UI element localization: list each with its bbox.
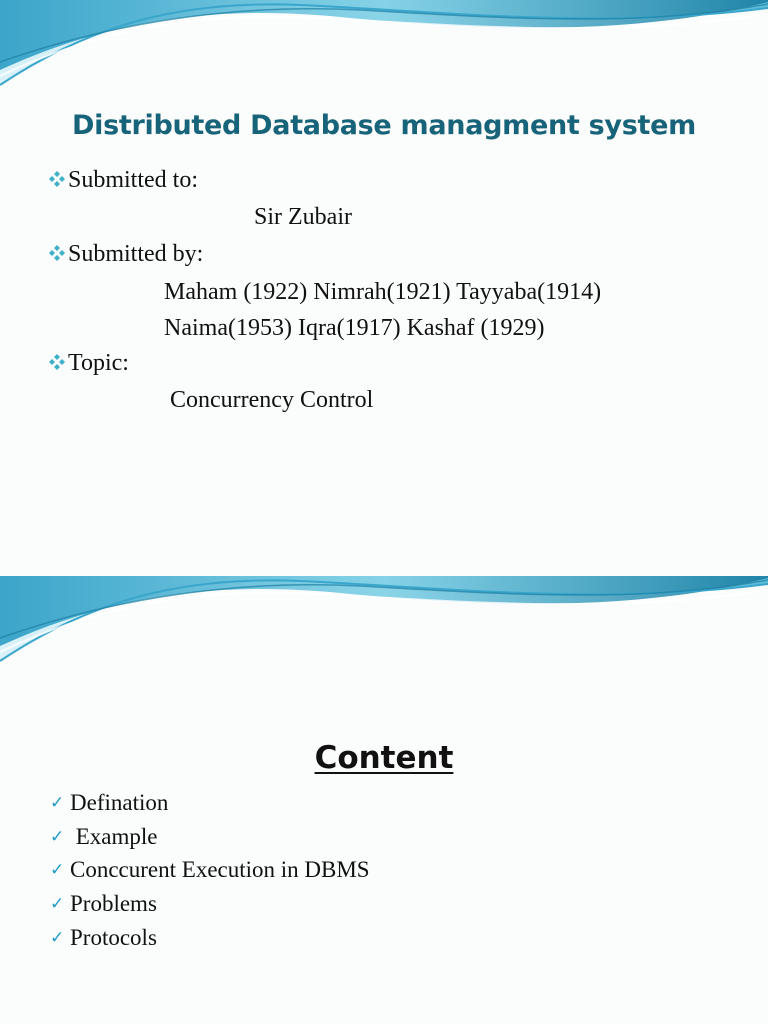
content-item <box>50 855 370 885</box>
slide-content <box>0 576 768 1024</box>
submitted-by-label: Submitted by: <box>68 241 204 267</box>
submitted-to-bullet <box>48 165 198 195</box>
wave-decoration <box>0 576 768 676</box>
content-item-label: Problems <box>70 891 157 916</box>
submitted-to-name: Sir Zubair <box>254 204 352 230</box>
content-item <box>50 923 157 953</box>
content-item <box>50 788 168 818</box>
diamond-bullet-icon <box>48 244 66 262</box>
content-item-label: Defination <box>70 790 169 815</box>
submitted-by-bullet <box>48 239 203 269</box>
slide-title-heading: Distributed Database managment system <box>72 110 696 141</box>
content-item <box>50 889 157 919</box>
topic-bullet <box>48 348 129 378</box>
check-icon: ✓ <box>50 860 65 880</box>
check-icon: ✓ <box>50 928 65 948</box>
members-line-2: Naima(1953) Iqra(1917) Kashaf (1929) <box>164 315 545 341</box>
topic-value: Concurrency Control <box>170 387 374 413</box>
diamond-bullet-icon <box>48 170 66 188</box>
check-icon: ✓ <box>50 894 65 914</box>
members-line-1: Maham (1922) Nimrah(1921) Tayyaba(1914) <box>164 279 602 305</box>
content-item <box>50 822 158 852</box>
content-item-label: Protocols <box>70 925 157 950</box>
wave-decoration <box>0 0 768 100</box>
content-item-label: Conccurent Execution in DBMS <box>70 857 370 882</box>
content-item-label: Example <box>70 824 158 849</box>
check-icon: ✓ <box>50 793 65 813</box>
diamond-bullet-icon <box>48 353 66 371</box>
topic-label: Topic: <box>68 350 129 376</box>
check-icon: ✓ <box>50 827 65 847</box>
content-heading: Content <box>314 740 454 776</box>
submitted-to-label: Submitted to: <box>68 167 199 193</box>
